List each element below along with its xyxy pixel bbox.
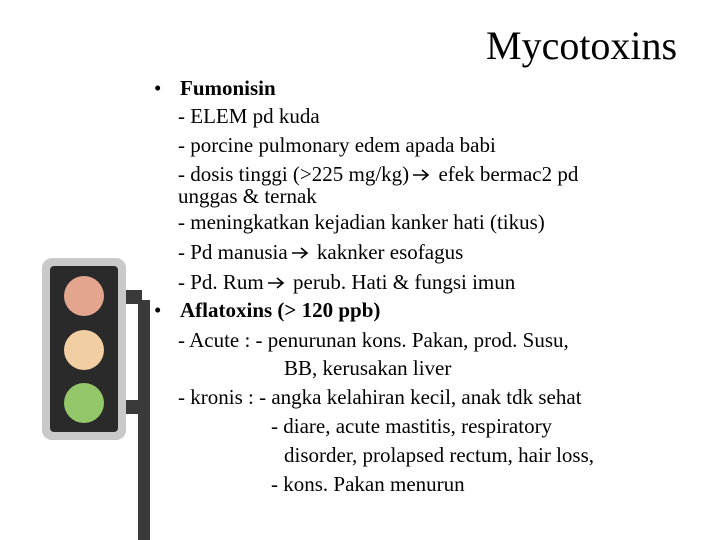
red-light (64, 276, 104, 316)
fumonisin-line-6a: - Pd manusia (178, 240, 288, 264)
fumonisin-line-4: unggas & ternak (178, 184, 317, 208)
fumonisin-line-1: - ELEM pd kuda (178, 104, 320, 128)
aflatoxins-line-2: BB, kerusakan liver (284, 356, 452, 380)
aflatoxins-line-1: - Acute : - penurunan kons. Pakan, prod. Susu, (178, 328, 569, 352)
bullet-fumonisin: • (154, 76, 162, 100)
bullet-aflatoxins: • (154, 298, 162, 322)
fumonisin-line-6b: kaknker esofagus (311, 240, 464, 264)
aflatoxins-line-4: - diare, acute mastitis, respiratory (271, 414, 553, 438)
green-light (64, 383, 104, 423)
fumonisin-heading: Fumonisin (180, 76, 276, 100)
aflatoxins-line-5: disorder, prolapsed rectum, hair loss, (284, 443, 594, 467)
fumonisin-line-7b: perub. Hati & fungsi imun (287, 270, 516, 294)
fumonisin-line-3 (178, 162, 578, 186)
aflatoxins-line-6: - kons. Pakan menurun (271, 472, 465, 496)
fumonisin-line-7a: - Pd. Rum (178, 270, 264, 294)
fumonisin-line-5: - meningkatkan kejadian kanker hati (tikus) (178, 210, 545, 234)
aflatoxins-heading: Aflatoxins (> 120 ppb) (180, 298, 381, 322)
fumonisin-line-2: - porcine pulmonary edem apada babi (178, 133, 496, 157)
slide-title: Mycotoxins (486, 23, 678, 68)
fumonisin-line-3a: - dosis tinggi (>225 mg/kg) (178, 162, 410, 186)
traffic-light-illustration (0, 0, 160, 540)
fumonisin-line-6 (178, 240, 463, 264)
arrow-right-icon (412, 168, 430, 182)
fumonisin-line-3b: efek bermac2 pd (433, 162, 579, 186)
traffic-light-pole (138, 300, 150, 540)
arrow-right-icon (291, 246, 309, 260)
fumonisin-line-7 (178, 270, 515, 294)
amber-light (64, 330, 104, 370)
arrow-right-icon (267, 276, 285, 290)
aflatoxins-line-3: - kronis : - angka kelahiran kecil, anak tdk sehat (178, 385, 582, 409)
